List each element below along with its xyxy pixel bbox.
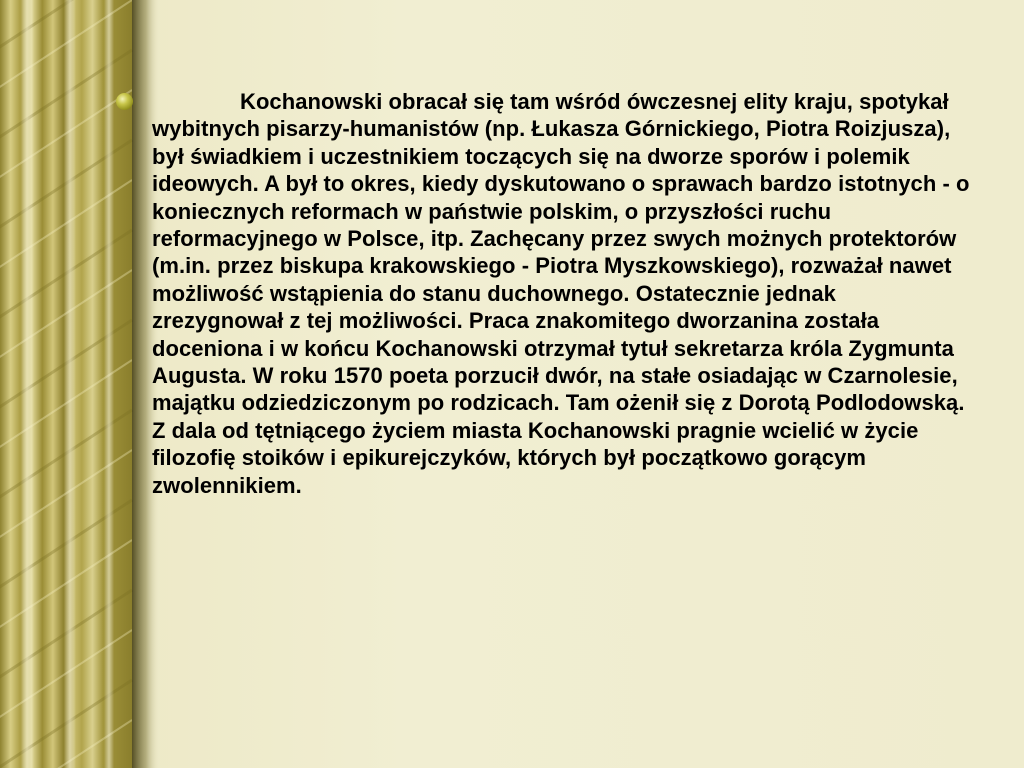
content-area [116,88,976,499]
olive-dot-bullet-icon [116,93,133,110]
bullet-list-item [116,88,976,499]
body-paragraph: Kochanowski obracał się tam wśród ówczesnej elity kraju, spotykał wybitnych pisarzy-humanistów (np. Łukasza Górnickiego, Piotra Roizjusza), był świadkiem i uczestnikiem toczących się na dworze sporów i polemik ideowych. A był to okres, kiedy dyskutowano o sprawach bardzo istotnych - o koniecznych reformach w państwie polskim, o przyszłości ruchu reformacyjnego w Polsce, itp. Zachęcany przez swych możnych protektorów (m.in. przez biskupa krakowskiego - Piotra Myszkowskiego), rozważał nawet możliwość wstąpienia do stanu duchownego. Ostatecznie jednak zrezygnował z tej możliwości. Praca znakomitego dworzanina została doceniona i w końcu Kochanowski otrzymał tytuł sekretarza króla Zygmunta Augusta. W roku 1570 poeta porzucił dwór, na stałe osiadając w Czarnolesie, majątku odziedziczonym po rodzicach. Tam ożenił się z Dorotą Podlodowską. Z dala od tętniącego życiem miasta Kochanowski pragnie wcielić w życie filozofię stoików i epikurejczyków, których był początkowo gorącym zwolennikiem. [152,89,970,498]
